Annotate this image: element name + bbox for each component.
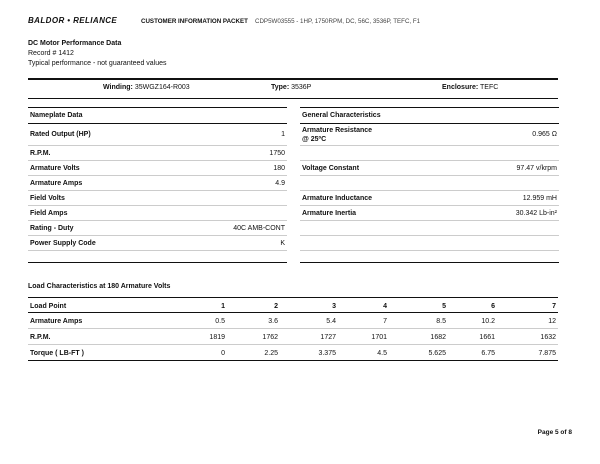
table-row: Torque ( LB-FT ) 0 2.25 3.375 4.5 5.625 6.75 7.875 (28, 345, 558, 361)
table-row: Armature Amps 4.9 (28, 175, 287, 190)
page-number: Page 5 of 8 (537, 429, 572, 436)
document-header (28, 16, 420, 25)
general-characteristics-table (300, 107, 559, 263)
enclosure-field: Enclosure: TEFC (442, 84, 499, 91)
table-row: Rating - Duty 40C AMB-CONT (28, 220, 287, 235)
packet-title: CUSTOMER INFORMATION PACKET (141, 18, 248, 25)
type-field: Type: 3536P (271, 84, 312, 91)
nameplate-table (28, 107, 287, 263)
winding-row (28, 79, 558, 99)
table-row (28, 250, 287, 263)
table-row: R.P.M. 1750 (28, 145, 287, 160)
table-row: Field Amps (28, 205, 287, 220)
table-row (300, 250, 559, 263)
divider (28, 98, 558, 99)
table-row: Armature Inertia 30.342 Lb-in² (300, 205, 559, 220)
table-row (300, 145, 559, 160)
table-row (300, 235, 559, 250)
record-number: Record # 1412 (28, 50, 74, 57)
load-characteristics-title: Load Characteristics at 180 Armature Volts (28, 283, 171, 290)
brand-logo: BALDOR • RELIANCE (28, 16, 118, 25)
table-row: Power Supply Code K (28, 235, 287, 250)
table-row: Voltage Constant 97.47 v/krpm (300, 160, 559, 175)
general-title: General Characteristics (300, 107, 559, 123)
table-row: Armature Amps 0.5 3.6 5.4 7 8.5 10.2 12 (28, 313, 558, 329)
table-row: Armature Volts 180 (28, 160, 287, 175)
table-row: Field Volts (28, 190, 287, 205)
winding-field: Winding: 35WGZ164-R003 (103, 84, 190, 91)
load-characteristics-table (28, 297, 558, 361)
table-row: Armature Inductance 12.959 mH (300, 190, 559, 205)
table-row: Rated Output (HP) 1 (28, 123, 287, 145)
model-description: CDP5W03555 - 1HP, 1750RPM, DC, 56C, 3536P, TEFC, F1 (255, 18, 421, 25)
document-info (28, 39, 167, 69)
nameplate-title: Nameplate Data (28, 107, 287, 123)
table-row: Armature Resistance @ 25ºC 0.965 Ω (300, 123, 559, 145)
table-row (300, 220, 559, 235)
table-row: R.P.M. 1819 1762 1727 1701 1682 1661 1632 (28, 329, 558, 345)
disclaimer-note: Typical performance - not guaranteed values (28, 60, 167, 67)
table-row (300, 175, 559, 190)
table-header-row: Load Point 1 2 3 4 5 6 7 (28, 297, 558, 313)
document-title: DC Motor Performance Data (28, 40, 122, 47)
